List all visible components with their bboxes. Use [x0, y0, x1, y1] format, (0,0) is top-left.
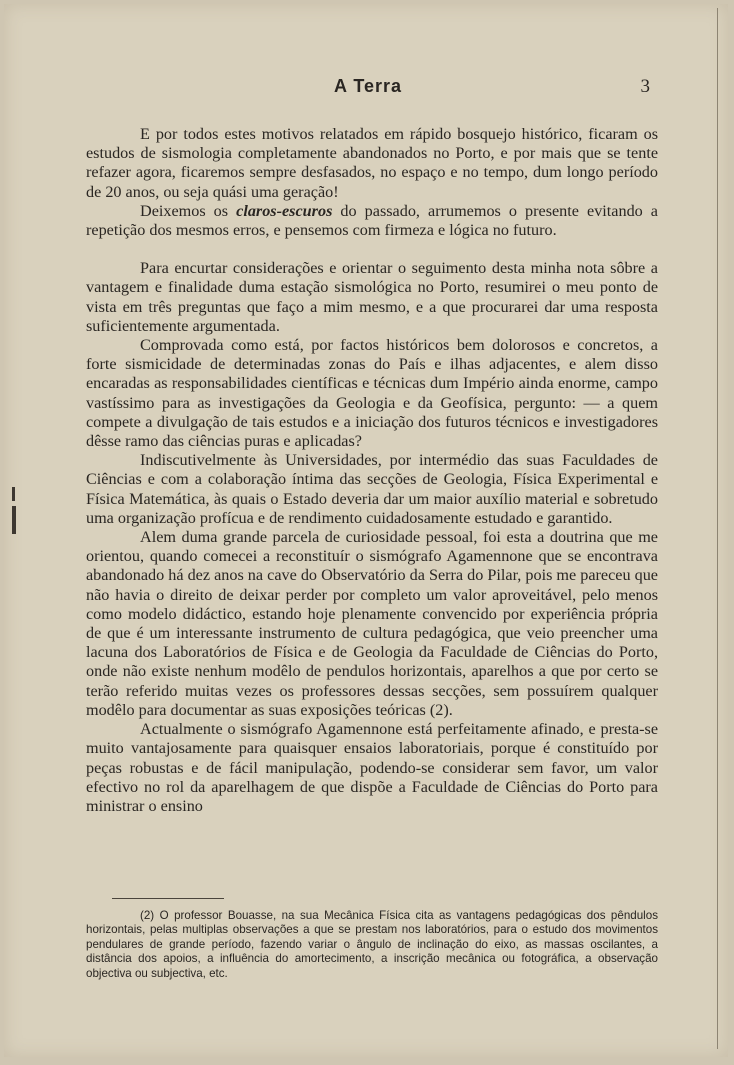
margin-mark	[12, 506, 16, 534]
paragraph: Para encurtar considerações e orientar o seguimento desta minha nota sôbre a vantagem e finalidade duma estação sismológica no Porto, resumirei o meu ponto de vista em três preguntas que faço a mim mesmo, e a que procurarei dar uma resposta suficientemente argumentada.	[86, 259, 658, 335]
emphasized-term: claros-escuros	[236, 201, 333, 220]
paragraph-text: Deixemos os	[140, 201, 237, 220]
paragraph: Comprovada como está, por factos históricos bem dolorosos e concretos, a forte sismicidade de determinadas zonas do País e ilhas adjacentes, e alem disso encaradas as responsabilidades científicas e técnicas dum Império ainda enorme, campo vastíssimo para as investigações da Geologia e da Geofísica, pergunto: — a quem compete a divulgação de tais estudos e a iniciação dos futuros técnicos e investigadores dêsse ramo das ciências puras e aplicadas?	[86, 336, 658, 451]
paragraph: Indiscutivelmente às Universidades, por intermédio das suas Faculdades de Ciências e com a colaboração íntima das secções de Geologia, Física Experimental e Física Matemática, às quais o Estado deveria dar um maior auxílio material e sobretudo uma organização profícua e de rendimento cuidadosamente estudado e garantido.	[86, 451, 658, 527]
footnote-rule	[112, 898, 224, 899]
body-text	[86, 125, 658, 816]
paragraph-text: do passado, arrumemos o presente evitando a repetição dos mesmos erros, e pensemos com firmeza e lógica no futuro.	[86, 201, 658, 240]
footnote: (2) O professor Bouasse, na sua Mecânica Física cita as vantagens pedagógicas dos pêndulos horizontais, pelas multiplas observações a que se prestam nos laboratórios, para o estudo dos movimentos pendulares de grande período, fazendo variar o ângulo de inclinação do eixo, as massas oscilantes, a distância dos apoios, a influência do amortecimento, a inscrição mecânica ou fotográfica, a observação objectiva ou subjectiva, etc.	[86, 909, 658, 980]
paragraph: E por todos estes motivos relatados em rápido bosquejo histórico, ficaram os estudos de sismologia completamente abandonados no Porto, e por mais que se tente refazer agora, ficaremos sempre desfasados, no espaço e no tempo, dum longo período de 20 anos, ou seja quási uma geração!	[86, 125, 658, 201]
margin-mark	[12, 487, 15, 501]
page-edge-line	[717, 8, 718, 1049]
running-header	[86, 76, 650, 100]
book-page	[4, 4, 728, 1057]
paragraph: Alem duma grande parcela de curiosidade pessoal, foi esta a doutrina que me orientou, quando comecei a reconstituír o sismógrafo Agamennone que se encontrava abandonado há dez anos na cave do Observatório da Serra do Pilar, pois me pareceu que não havia o direito de deixar perder por completo um valor aproveitável, pelo menos como modelo didáctico, estando hoje plenamente convencido por experiência própria de que é um interessante instrumento de cultura pedagógica, que veio preencher uma lacuna dos Laboratórios de Física e de Geologia da Faculdade de Ciências do Porto, onde não existe nenhum modêlo de pendulos horizontais, aparelhos a que por certo se terão referido muitas vezes os professores dessas secções, sem possuírem qualquer modêlo para documentar as suas exposições teóricas (2).	[86, 528, 658, 719]
page-number: 3	[640, 76, 650, 97]
running-title: A Terra	[333, 76, 403, 96]
paragraph: Actualmente o sismógrafo Agamennone está perfeitamente afinado, e presta-se muito vantajosamente para quaisquer ensaios laboratoriais, porque é constituído por peças robustas e de fácil manipulação, podendo-se considerar sem favor, um valor efectivo no rol da aparelhagem de que dispõe a Faculdade de Ciências do Porto para ministrar o ensino	[86, 720, 658, 815]
paragraph	[86, 202, 658, 240]
